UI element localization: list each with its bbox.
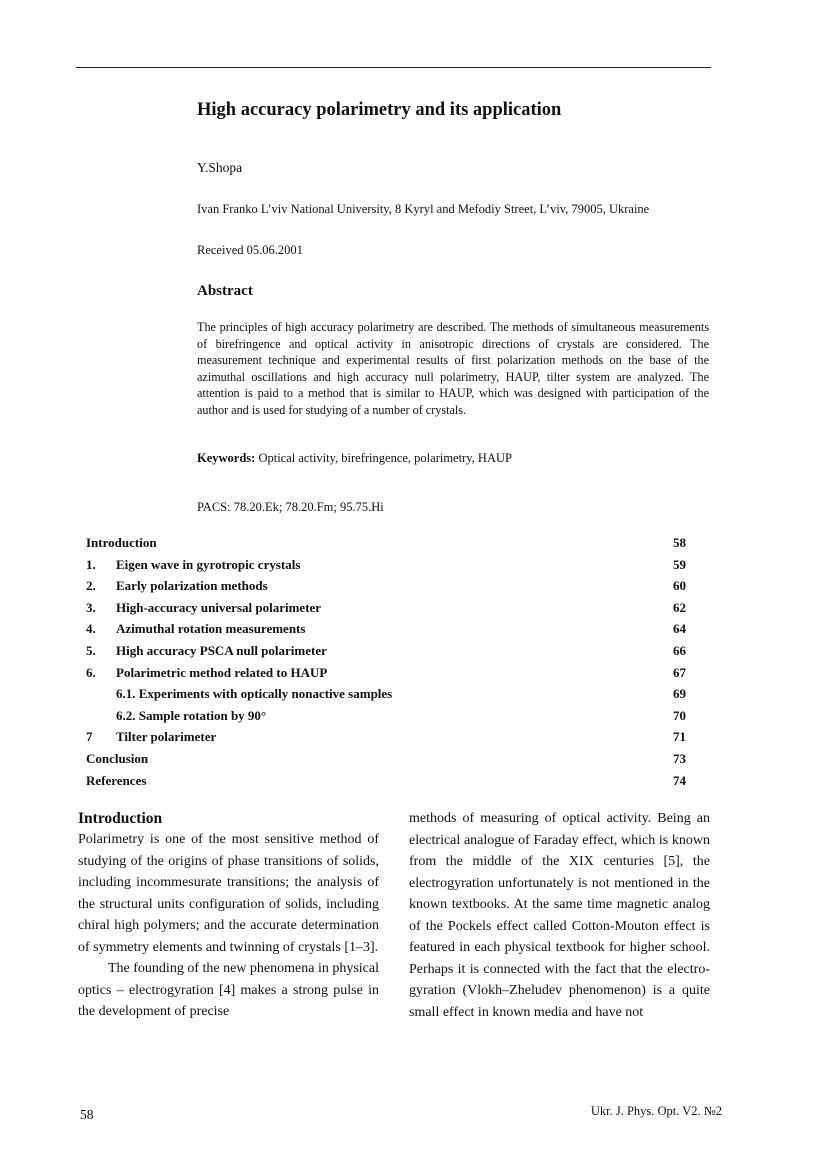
toc-page: 73 [673, 750, 686, 766]
toc-label: Polarimetric method related to HAUP [116, 664, 328, 680]
footer-page-number: 58 [80, 1107, 94, 1122]
pacs-codes: PACS: 78.20.Ek; 78.20.Fm; 95.75.Hi [197, 500, 384, 514]
toc-row [86, 555, 686, 577]
toc-row [86, 663, 686, 685]
keywords-label: Keywords: [197, 451, 256, 465]
toc-row [86, 771, 686, 793]
toc-label: 6.1. Experiments with optically nonactive samples [116, 686, 393, 702]
keywords-text: Optical activity, birefringence, polarimetry, HAUP [258, 451, 512, 465]
toc-label: Tilter polarimeter [116, 729, 217, 745]
toc-row [86, 727, 686, 749]
toc-number: 5. [86, 642, 96, 658]
toc-page: 67 [673, 664, 686, 680]
toc-label: 6.2. Sample rotation by 90° [116, 707, 267, 723]
right-column [409, 808, 710, 1023]
received-date: Received 05.06.2001 [197, 243, 303, 257]
toc-row [86, 706, 686, 728]
paper-title: High accuracy polarimetry and its application [197, 100, 562, 120]
toc-page: 71 [673, 729, 686, 745]
toc-label: Eigen wave in gyrotropic crystals [116, 556, 301, 572]
toc-page: 66 [673, 642, 686, 658]
toc-label: High-accuracy universal polarimeter [116, 599, 322, 615]
toc-page: 59 [673, 556, 686, 572]
toc-number: 4. [86, 621, 96, 637]
toc-page: 62 [673, 599, 686, 615]
intro-paragraph-continued: methods of measuring of optical activity. Being an electrical analogue of Faraday effect, which is known from the middle of the XIX centuries [5], the electrogyration unfortunately is not mentioned in the known textbooks. At the same time magnetic analog of the Pockels effect called Cotton-Mouton effect is featured in each physical textbook for higher school. Perhaps it is connected with the fact that the electro-gyration (Vlokh–Zheludev phenomenon) is a quite small effect in known media and have not [409, 811, 710, 1020]
toc-number: 3. [86, 599, 96, 615]
toc-page: 58 [673, 535, 686, 550]
intro-paragraph-2: The founding of the new phenomena in physical optics – electrogyration [4] makes a strong pulse in the development of precise [78, 961, 379, 1019]
toc-row [86, 641, 686, 663]
introduction-heading: Introduction [78, 810, 163, 827]
table-of-contents [86, 533, 686, 792]
footer-journal: Ukr. J. Phys. Opt. V2. №2 [590, 1104, 722, 1118]
toc-number: 6. [86, 664, 96, 680]
toc-label: Early polarization methods [116, 578, 268, 594]
toc-row [86, 684, 686, 706]
toc-page: 64 [673, 621, 686, 637]
toc-row [86, 576, 686, 598]
toc-label: Introduction [86, 535, 157, 550]
toc-label: Conclusion [86, 750, 149, 766]
toc-label: High accuracy PSCA null polarimeter [116, 642, 327, 658]
keywords [197, 451, 512, 466]
left-column [78, 829, 379, 1023]
toc-page: 74 [673, 772, 686, 788]
abstract-text: The principles of high accuracy polarimetry are described. The methods of simultaneous measurements of birefringence and optical activity in anisotropic directions of crystals are considered. The measurement technique and experimental results of first polarization methods on the base of the azimuthal oscillations and high accuracy null polarimetry, HAUP, tilter system are analyzed. The attention is paid to a method that is similar to HAUP, which was designed with participation of the author and is used for studying of a number of crystals. [197, 320, 709, 417]
toc-page: 60 [673, 578, 686, 594]
header-rule [76, 67, 711, 68]
toc-row [86, 533, 686, 555]
toc-row [86, 749, 686, 771]
abstract-heading: Abstract [197, 283, 253, 299]
affiliation: Ivan Franko L’viv National University, 8 Kyryl and Mefodiy Street, L’viv, 79005, Ukraine [197, 202, 650, 216]
toc-page: 70 [673, 707, 686, 723]
toc-number: 1. [86, 556, 96, 572]
toc-row [86, 619, 686, 641]
author-name: Y.Shopa [197, 160, 243, 175]
toc-page: 69 [673, 686, 686, 702]
toc-row [86, 598, 686, 620]
intro-paragraph-1: Polarimetry is one of the most sensitive method of studying of the origins of phase transitions of solids, including incommesurate transitions; the analysis of the structural units configuration of solids, including chiral high polymers; and the accurate determination of symmetry elements and twinning of crystals [1–3]. [78, 832, 379, 955]
toc-label: Azimuthal rotation measurements [116, 621, 306, 637]
toc-number: 2. [86, 578, 96, 594]
toc-label: References [86, 772, 147, 788]
toc-number: 7 [86, 729, 93, 745]
